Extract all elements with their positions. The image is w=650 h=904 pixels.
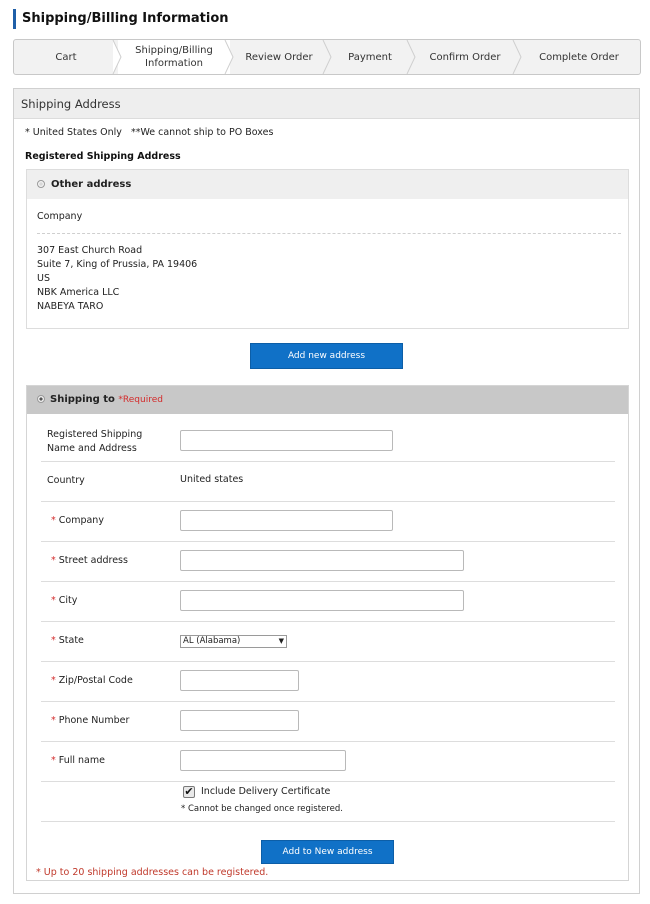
address-limit-note: * Up to 20 shipping addresses can be registered. [36,867,269,878]
step-cart [14,40,118,74]
step-separator-chevron-icon [511,40,525,74]
row-divider [41,781,615,782]
row-divider [41,621,615,622]
step-review-order [230,40,328,74]
step-separator-chevron-icon [223,40,237,74]
address-divider [37,233,621,234]
shipping-address-section [13,88,640,894]
reg-name-input[interactable] [180,430,393,451]
address-line: NABEYA TARO [37,301,104,312]
dropdown-arrow-icon: ▼ [278,637,284,645]
row-divider [41,581,615,582]
city-input[interactable] [180,590,464,611]
step-confirm-order-label: Confirm Order [429,51,501,63]
row-divider [41,661,615,662]
delivery-certificate-note: * Cannot be changed once registered. [181,804,343,814]
shipping-to-panel [26,385,629,881]
row-divider [41,741,615,742]
phone-label: * Phone Number [51,715,130,726]
shipping-notice: * United States Only **We cannot ship to PO Boxes [25,127,274,138]
phone-input[interactable] [180,710,299,731]
step-shipping-billing-label: Shipping/Billing Information [135,45,213,69]
city-label: * City [51,595,78,606]
step-payment [328,40,412,74]
add-to-new-address-button[interactable]: Add to New address [261,840,394,864]
row-divider [41,821,615,822]
shipping-to-option[interactable] [27,386,628,414]
state-select[interactable] [180,635,287,648]
page-title: Shipping/Billing Information [13,9,229,29]
shipping-address-heading: Shipping Address [14,89,639,119]
reg-name-label: Registered Shipping Name and Address [47,429,143,454]
company-input[interactable] [180,510,393,531]
delivery-certificate-checkbox[interactable] [183,786,195,798]
other-address-radio[interactable] [37,180,45,188]
state-label: * State [51,635,84,646]
zip-label: * Zip/Postal Code [51,675,133,686]
step-confirm-order [412,40,518,74]
add-new-address-button[interactable]: Add new address [250,343,403,369]
other-address-option[interactable] [27,170,628,199]
address-line: NBK America LLC [37,287,120,298]
required-label: *Required [118,395,163,405]
step-review-order-label: Review Order [245,51,313,63]
row-divider [41,701,615,702]
address-line: 307 East Church Road [37,245,143,256]
shipping-to-label: Shipping to [50,394,115,405]
step-complete-order [518,40,640,74]
company-label: * Company [51,515,104,526]
street-input[interactable] [180,550,464,571]
delivery-certificate-label: Include Delivery Certificate [201,786,331,797]
step-separator-chevron-icon [405,40,419,74]
row-divider [41,541,615,542]
country-label: Country [47,475,85,486]
address-line: Suite 7, King of Prussia, PA 19406 [37,259,198,270]
registered-address-heading: Registered Shipping Address [25,151,181,162]
fullname-input[interactable] [180,750,346,771]
row-divider [41,501,615,502]
step-separator-chevron-icon [111,40,125,74]
step-complete-order-label: Complete Order [539,51,619,63]
address-line: US [37,273,50,284]
registered-address-card [26,169,629,329]
step-separator-chevron-icon [321,40,335,74]
step-payment-label: Payment [348,51,392,63]
step-cart-label: Cart [55,51,77,63]
country-value: United states [180,474,244,485]
shipping-to-radio[interactable] [37,395,45,403]
row-divider [41,461,615,462]
address-lines [37,244,197,314]
checkout-steps [13,39,641,75]
street-label: * Street address [51,555,128,566]
state-select-value: AL (Alabama) [183,636,241,646]
other-address-label: Other address [51,179,132,190]
step-shipping-billing [118,40,230,74]
address-company: Company [37,211,83,222]
fullname-label: * Full name [51,755,105,766]
checkmark-icon: ✔ [184,785,194,798]
zip-input[interactable] [180,670,299,691]
